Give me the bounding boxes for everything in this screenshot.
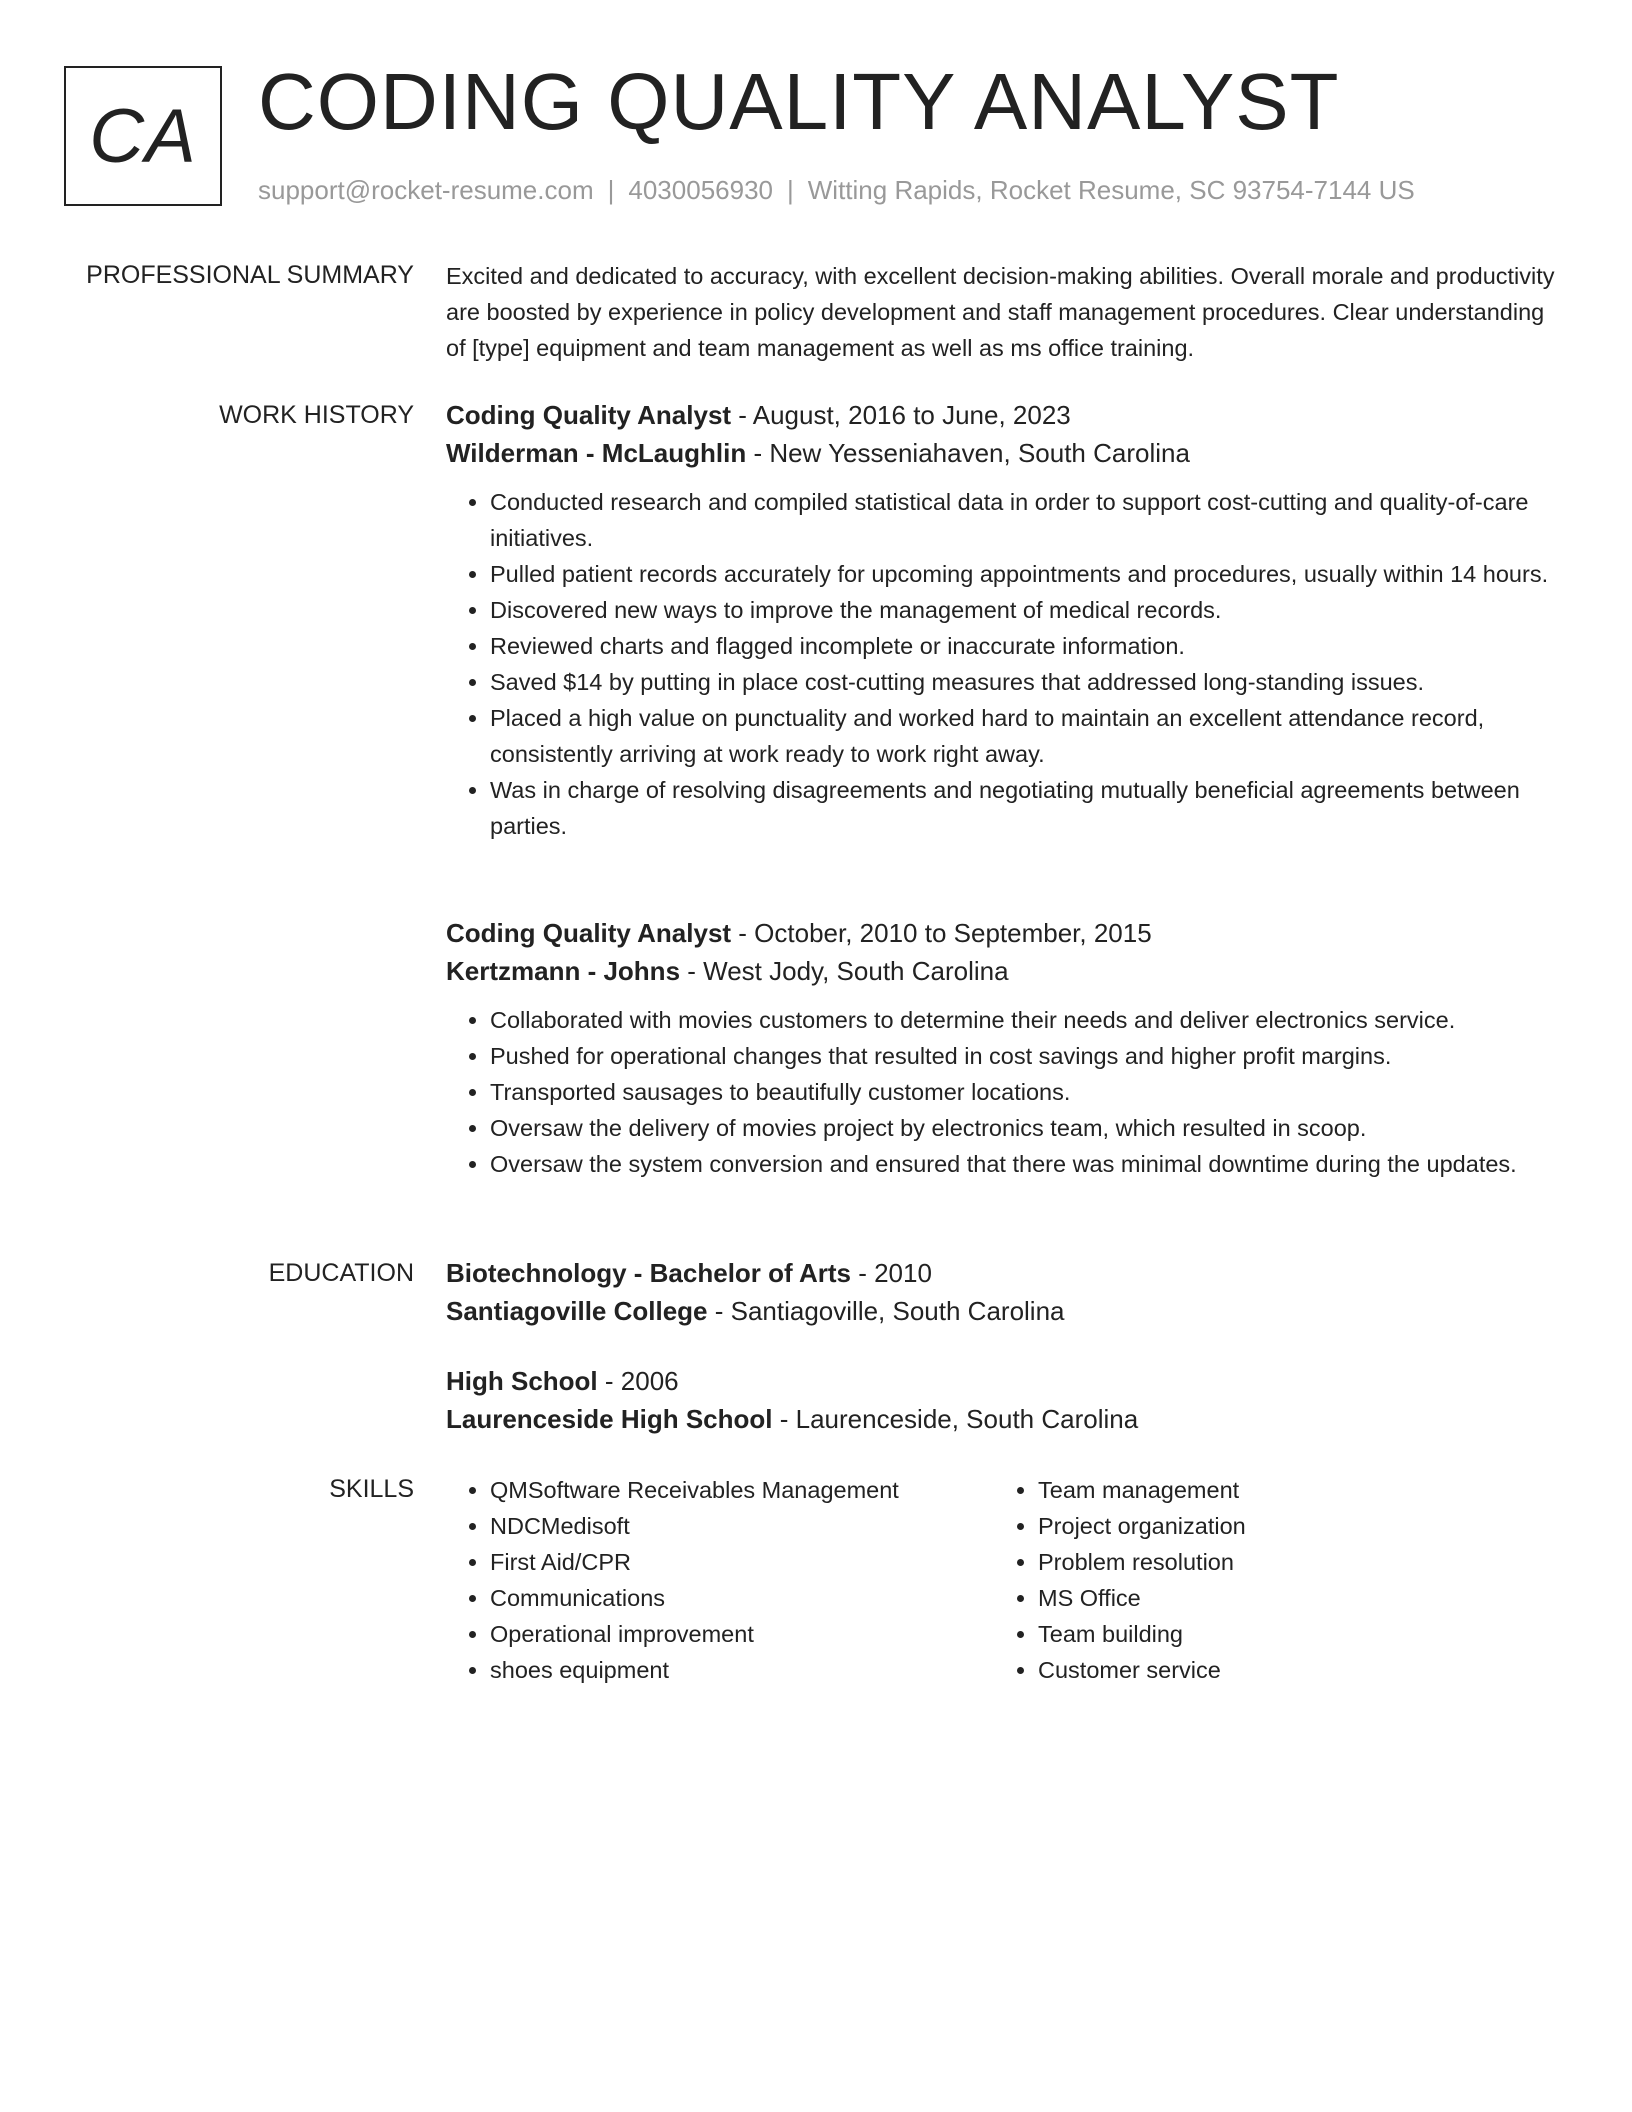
skill-item: • Operational improvement (490, 1616, 994, 1652)
job-company-line (446, 952, 1561, 990)
skills-column-left (446, 1472, 994, 1688)
education-entry (446, 1362, 1561, 1438)
list-item: • Oversaw the system conversion and ensured that there was minimal downtime during the updates. (490, 1146, 1561, 1182)
job-title: Coding Quality Analyst (446, 918, 732, 948)
contact-address: Witting Rapids, Rocket Resume, SC 93754-7144 US (807, 175, 1415, 205)
education-location: - Laurenceside, South Carolina (772, 1404, 1139, 1434)
section-label-summary: PROFESSIONAL SUMMARY (86, 261, 414, 289)
section-label-education: EDUCATION (268, 1259, 414, 1287)
job-bullets (446, 1002, 1561, 1182)
monogram-logo: CA (64, 66, 222, 206)
job-dates: - August, 2016 to June, 2023 (731, 400, 1071, 430)
job-company-line (446, 434, 1561, 472)
education-school-line (446, 1292, 1561, 1330)
list-item: • Was in charge of resolving disagreements and negotiating mutually beneficial agreements between parties. (490, 772, 1561, 844)
skills-column-right (994, 1472, 1542, 1688)
list-item: • Saved $14 by putting in place cost-cutting measures that addressed long-standing issues. (490, 664, 1561, 700)
education-school-line (446, 1400, 1561, 1438)
skill-item: • MS Office (1038, 1580, 1542, 1616)
education-degree-line (446, 1254, 1561, 1292)
contact-separator: | (607, 175, 615, 205)
education-degree: High School (446, 1366, 598, 1396)
skills-list (446, 1472, 1561, 1688)
list-item: • Pushed for operational changes that resulted in cost savings and higher profit margins. (490, 1038, 1561, 1074)
skill-item: • Project organization (1038, 1508, 1542, 1544)
skill-item: • NDCMedisoft (490, 1508, 994, 1544)
education-degree-line (446, 1362, 1561, 1400)
skill-item: • First Aid/CPR (490, 1544, 994, 1580)
education-degree: Biotechnology - Bachelor of Arts (446, 1258, 851, 1288)
job-entry (446, 396, 1561, 844)
list-item: • Pulled patient records accurately for upcoming appointments and procedures, usually within 14 hours. (490, 556, 1561, 592)
job-title-line (446, 396, 1561, 434)
education-location: - Santiagoville, South Carolina (707, 1296, 1065, 1326)
contact-phone: 4030056930 (628, 175, 773, 205)
job-location: - New Yesseniahaven, South Carolina (746, 438, 1190, 468)
list-item: • Reviewed charts and flagged incomplete or inaccurate information. (490, 628, 1561, 664)
section-label-work-history: WORK HISTORY (219, 401, 414, 429)
job-dates: - October, 2010 to September, 2015 (731, 918, 1152, 948)
job-location: - West Jody, South Carolina (680, 956, 1009, 986)
job-title: Coding Quality Analyst (446, 400, 732, 430)
education-school: Laurenceside High School (446, 1404, 773, 1434)
education-entry (446, 1254, 1561, 1330)
list-item: • Collaborated with movies customers to determine their needs and deliver electronics service. (490, 1002, 1561, 1038)
candidate-title: CODING QUALITY ANALYST (258, 57, 1340, 146)
list-item: • Discovered new ways to improve the management of medical records. (490, 592, 1561, 628)
skill-item: • Team building (1038, 1616, 1542, 1652)
contact-email: support@rocket-resume.com (258, 175, 594, 205)
job-title-line (446, 914, 1561, 952)
job-company: Kertzmann - Johns (446, 956, 681, 986)
skill-item: • Customer service (1038, 1652, 1542, 1688)
skill-item: • shoes equipment (490, 1652, 994, 1688)
skill-item: • QMSoftware Receivables Management (490, 1472, 994, 1508)
contact-line (258, 172, 1415, 208)
job-bullets (446, 484, 1561, 844)
education-year: - 2010 (850, 1258, 932, 1288)
contact-separator: | (787, 175, 794, 205)
list-item: • Conducted research and compiled statistical data in order to support cost-cutting and quality-of-care initiatives. (490, 484, 1561, 556)
summary-section (446, 258, 1561, 366)
skill-item: • Team management (1038, 1472, 1542, 1508)
education-school: Santiagoville College (446, 1296, 708, 1326)
section-label-skills: SKILLS (329, 1475, 414, 1503)
list-item: • Placed a high value on punctuality and worked hard to maintain an excellent attendance record, consistently arriving at work ready to work right away. (490, 700, 1561, 772)
summary-text: Excited and dedicated to accuracy, with excellent decision-making abilities. Overall morale and productivity are boosted by experience in policy development and staff management procedures. Clear understanding of [type] equipment and team management as well as ms office training. (446, 263, 1555, 361)
job-entry (446, 914, 1561, 1182)
education-year: - 2006 (597, 1366, 679, 1396)
job-company: Wilderman - McLaughlin (446, 438, 747, 468)
skill-item: • Communications (490, 1580, 994, 1616)
skill-item: • Problem resolution (1038, 1544, 1542, 1580)
list-item: • Oversaw the delivery of movies project by electronics team, which resulted in scoop. (490, 1110, 1561, 1146)
list-item: • Transported sausages to beautifully customer locations. (490, 1074, 1561, 1110)
